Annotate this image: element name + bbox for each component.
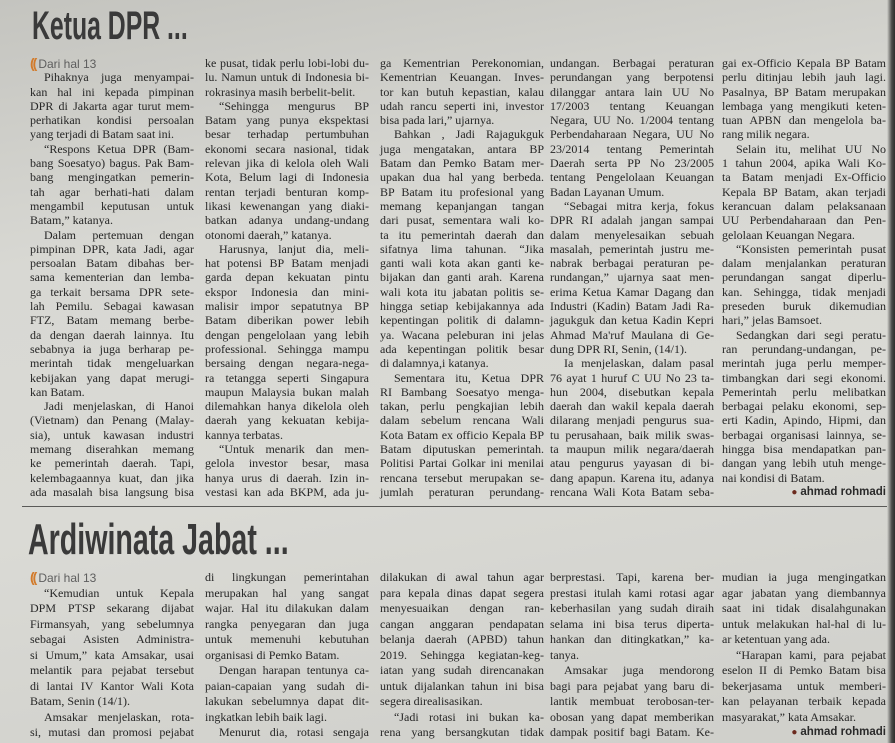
text-line: ta itu pemerintah daerah dan <box>380 227 544 242</box>
text-line: dalam menyelesaikan sebuah <box>550 227 714 242</box>
paragraph <box>550 56 714 199</box>
text-line: ekonomi secara nasional, tidak <box>205 141 369 156</box>
text-line: UU Perbendaharaan dan Pen- <box>722 213 886 228</box>
text-line: 2019. Sehingga kegiatan-keg- <box>380 647 544 662</box>
text-line: 17/2003 tentang Keuangan <box>550 98 714 113</box>
column-3 <box>380 570 544 741</box>
text-line: dilarang menjadi pengurus sua- <box>550 413 714 428</box>
text-line: Perbendaharaan Negara, UU No <box>550 127 714 142</box>
headline: Ardiwinata Jabat ... <box>28 515 289 564</box>
text-line: rentan terjadi benturan komp- <box>205 184 369 199</box>
paragraph <box>30 586 194 710</box>
paragraph <box>205 99 369 242</box>
text-line: udah rancu seperti ini, investor <box>380 98 544 113</box>
text-line: batkan adanya undang-undang <box>205 213 369 228</box>
text-line: likasi kewenangan yang diaki- <box>205 198 369 213</box>
text-line: kepentingan politik di dalamn- <box>380 313 544 328</box>
column-5 <box>722 570 886 741</box>
text-line: Politisi Partai Golkar ini menilai <box>380 456 544 471</box>
column-4 <box>550 570 714 741</box>
continued-from-kicker <box>30 570 194 586</box>
text-line: para kepala dinas dapat segera <box>380 585 544 600</box>
text-line: selama ini bisa terus diperta- <box>550 616 714 631</box>
text-line: “Jadi rotasi ini bukan ka- <box>394 709 544 724</box>
text-line: Ahmad Ma'ruf Maulana di Ge- <box>550 327 714 342</box>
paragraph <box>722 142 886 242</box>
text-line: eselon II di Pemko Batam bisa <box>722 663 886 677</box>
text-line: lantik membuat terobosan-ter- <box>550 694 714 708</box>
text-line: yang terjadi di Batam saat ini. <box>30 127 174 142</box>
text-line: Kota Batam ex officio Kepala BP <box>380 427 544 442</box>
text-line: persoalan Batam dibahas ber- <box>30 256 194 271</box>
text-line: melantik para pejabat tersebut <box>30 663 194 677</box>
kicker-mark: (( <box>30 55 36 71</box>
text-line: hingga setiap kebijakannya ada <box>380 299 544 314</box>
text-line: gelola investor besar, masa <box>205 456 369 471</box>
text-line: Harusnya, lanjut dia, meli- <box>219 241 369 256</box>
text-line: untuk memenuhi kebutuhan <box>205 632 369 646</box>
text-line: dilanggar antara lain UU No <box>550 84 714 99</box>
text-line: kan. Sehingga, tidak menjadi <box>722 284 886 299</box>
text-line: Kepala BP Batam, akan terjadi <box>722 184 886 199</box>
text-line: 23/2014 tentang Pemerintah <box>550 141 714 156</box>
bullet-icon: ● <box>791 727 798 738</box>
text-line: kan hal ini kepada pimpinan <box>30 84 194 99</box>
paragraph <box>722 648 886 726</box>
text-line: dilemahkan hanya dikelola oleh <box>205 399 369 414</box>
paragraph <box>205 570 369 663</box>
text-line: di lingkungan pemerintahan <box>205 570 369 584</box>
text-line: ada kepentingan politik besar <box>380 341 544 356</box>
paragraph <box>205 442 369 499</box>
text-line: perhatikan kondisi persoalan <box>30 113 194 128</box>
text-line: si Umum,” kata Amsakar, usai <box>30 647 194 662</box>
continued-from-kicker <box>30 56 194 70</box>
text-line: di dalamnya,i katanya. <box>380 356 489 371</box>
text-line: RI Bambang Soesatyo menga- <box>380 384 544 399</box>
text-line: Batam yang punya ekspektasi <box>205 113 369 128</box>
text-line: Kota, Belum lagi di Indonesia <box>205 170 369 185</box>
text-line: Pihaknya juga menyampai- <box>44 70 194 85</box>
text-line: dung DPR RI, Senin, (14/1). <box>550 341 688 356</box>
text-line: hun 2004, disebutkan kepala <box>550 384 714 399</box>
text-line: Sementara itu, Ketua DPR <box>394 370 544 385</box>
paragraph <box>550 663 714 741</box>
text-line: perlu ditinjau lebih jauh lagi. <box>722 70 886 85</box>
text-line: tor kan butuh kepastian, kalau <box>380 84 544 99</box>
text-line: gai ex-Officio Kepala BP Batam <box>722 56 886 70</box>
text-line: perundangan yang berpotensi <box>550 70 714 85</box>
text-line: ya. Wacana peleburan ini jelas <box>380 327 544 342</box>
text-line: tanya. <box>550 647 579 662</box>
text-line: ke pemerintah daerah. Tapi, <box>30 456 194 471</box>
text-line: dampak positif bagi Batam. Ke- <box>550 725 714 739</box>
text-line: Selain itu, melihat UU No <box>736 141 886 156</box>
text-line: 76 ayat 1 huruf C UU No 23 ta- <box>550 370 714 385</box>
page-edge-shadow <box>887 0 895 743</box>
text-line: (Vietnam) dan Penang (Malay- <box>30 413 194 428</box>
text-line: atau pengurus yayasan di bi- <box>550 456 714 471</box>
text-line: masyarakat,” kata Amsakar. <box>722 709 856 724</box>
text-line: saat ini tidak disalahgunakan <box>722 601 886 615</box>
text-line: rokrasinya masih berbelit-belit. <box>205 84 356 99</box>
byline-author: ahmad rohmadi <box>800 726 886 738</box>
text-line: ganti wali kota akan ganti ke- <box>380 256 544 271</box>
text-line: cangan anggaran pendapatan <box>380 616 544 631</box>
text-line: gelolaan Keuangan Negara. <box>722 227 855 242</box>
text-line: vestasi kan ada BKPM, ada ju- <box>205 484 369 499</box>
text-line: ga Kementrian Perekonomian, <box>380 56 544 70</box>
text-line: iatan yang sudah direncanakan <box>380 663 544 677</box>
text-line: “Sehingga mengurus BP <box>219 98 369 113</box>
text-line: kebijakan yang dapat merugi- <box>30 370 194 385</box>
column-1 <box>30 570 194 741</box>
text-line: DPM PTSP sekarang dijabat <box>30 601 194 615</box>
text-line: “Konsisten pemerintah pusat <box>736 241 886 256</box>
text-line: mengambil keputusan untuk <box>30 198 194 213</box>
text-line: ke pusat, tidak perlu lobi-lobi du- <box>205 56 369 70</box>
text-line: otonomi daerah,” katanya. <box>205 227 332 242</box>
paragraph <box>380 371 544 500</box>
text-line: timbangkan dari segi ekonomi. <box>722 370 886 385</box>
text-line: Amsakar menjelaskan, rota- <box>44 709 194 724</box>
text-line: da dengan daerah lainnya. Itu <box>30 327 194 342</box>
text-line: Batam,” katanya. <box>30 213 113 228</box>
text-line: Sedangkan dari segi peratu- <box>736 327 886 342</box>
text-line: bersaing dengan negara-nega- <box>205 356 369 371</box>
text-line: juga mengatakan, antara BP <box>380 141 544 156</box>
text-line: relevan jika di kelola oleh Wali <box>205 156 369 171</box>
text-line: merintah tidak mengeluarkan <box>30 356 194 371</box>
text-line: tu perusahaan, baik milik swas- <box>550 427 714 442</box>
text-line: rencana Wali Kota Batam seba- <box>550 484 714 499</box>
text-line: erti Kadin, Apindo, Hipmi, dan <box>722 413 886 428</box>
paragraph <box>550 356 714 499</box>
text-line: lu. Namun untuk di Indonesia bi- <box>205 70 369 85</box>
text-line: undangan. Berbagai peraturan <box>550 56 714 70</box>
kicker-mark: (( <box>30 569 36 585</box>
text-line: bang Soesatyo) bagus. Pak Bam- <box>30 156 194 171</box>
text-line: kannya terbatas. <box>205 427 283 442</box>
text-line: Kementrian Keuangan. Inves- <box>380 70 544 85</box>
text-line: hanya urus di daerah. Izin in- <box>205 470 369 485</box>
text-line: tah agar berhati-hati dalam <box>30 184 194 199</box>
text-line: dalam menjalankan peraturan <box>722 256 886 271</box>
text-line: ga terkait bersama DPR sete- <box>30 284 194 299</box>
text-line: Pasalnya, BP Batam merupakan <box>722 84 886 99</box>
text-line: Amsakar juga mendorong <box>564 663 714 677</box>
text-line: “Sebagai mitra kerja, fokus <box>564 198 714 213</box>
text-line: hingga bisa mendapatkan pan- <box>722 442 886 457</box>
text-line: mudian ia juga mengingatkan <box>722 570 886 584</box>
text-line: “Harapan kami, para pejabat <box>736 647 886 662</box>
text-line: “Respons Ketua DPR (Bam- <box>44 141 194 156</box>
column-4 <box>550 56 714 499</box>
paragraph <box>380 710 544 741</box>
text-line: Dengan harapan tentunya ca- <box>219 663 369 677</box>
text-line: Industri (Kadin) Batam Jadi Ra- <box>550 299 714 314</box>
paragraph <box>205 725 369 741</box>
text-line: si, mutasi dan promosi pejabat <box>30 725 194 739</box>
text-line: prestasi itulah kami rotasi agar <box>550 585 714 600</box>
text-line: garda depan kekuatan pintu <box>205 270 369 285</box>
text-line: Dalam pertemuan dengan <box>44 227 194 242</box>
text-line: professional. Sehingga mampu <box>205 341 369 356</box>
headline: Ketua DPR ... <box>32 4 188 48</box>
bullet-icon: ● <box>791 486 798 498</box>
text-line: memang kepanjangan tangan <box>380 198 544 213</box>
text-line: Batam diberikan power lebih <box>205 313 369 328</box>
text-line: kelembagaannya kuat, dan jika <box>30 470 194 485</box>
paragraph <box>722 56 886 142</box>
byline <box>722 725 886 741</box>
text-line: jagukguk dan ketua Kadin Kepri <box>550 313 714 328</box>
paragraph <box>205 663 369 725</box>
text-line: bekerjasama untuk memberi- <box>722 678 886 693</box>
paragraph <box>205 242 369 442</box>
text-line: kerancuan dalam pelaksanaan <box>722 198 886 213</box>
text-line: dangan yang lebih utuh menge- <box>722 456 886 471</box>
column-1 <box>30 56 194 499</box>
text-line: keberhasilan yang sudah diraih <box>550 601 714 615</box>
text-line: wali kota itu jabatan politis se- <box>380 284 544 299</box>
text-line: ra tetangga seperti Singapura <box>205 370 369 385</box>
text-line: ingkatkan lebih baik lagi. <box>205 709 327 724</box>
text-line: ta Batam menjadi Ex-Officio <box>722 170 886 185</box>
text-line: daerah yang kekuatan kebija- <box>205 413 369 428</box>
paragraph <box>30 399 194 499</box>
text-line: Daerah serta PP No 23/2005 <box>550 156 714 171</box>
text-line: BP Batam itu profesional yang <box>380 184 544 199</box>
text-line: tuan APBN dan mengelola ba- <box>722 113 886 128</box>
text-line: sebabnya ia juga berharap pe- <box>30 341 194 356</box>
text-line: “Untuk menarik dan men- <box>219 442 369 457</box>
text-line: ran perundang-undangan, pe- <box>722 341 886 356</box>
column-2 <box>205 570 369 741</box>
text-line: organisasi di Pemko Batam. <box>205 647 340 662</box>
text-line: obosan yang dapat memberikan <box>550 709 714 724</box>
article-ardiwinata-jabat <box>0 508 895 743</box>
paragraph <box>380 56 544 127</box>
byline <box>722 485 886 499</box>
text-line: untuk melakukan hal-hal di lu- <box>722 616 886 631</box>
text-line: menyesuaikan dengan ran- <box>380 601 544 615</box>
text-line: Bahkan , Jadi Rajagukguk <box>394 127 544 142</box>
text-line: memang diserahkan memang <box>30 442 194 457</box>
text-line: Menurut dia, rotasi sengaja <box>219 725 369 739</box>
paragraph <box>722 328 886 485</box>
text-line: pimpinan DPR, kata Jadi, agar <box>30 241 194 256</box>
text-line: ar ketentuan yang ada. <box>722 632 830 646</box>
text-line: sama kementerian dan lemba- <box>30 270 194 285</box>
text-line: lah Pemilu. Sebagai kawasan <box>30 299 194 314</box>
text-line: berbagai organisasi lainnya, se- <box>722 427 886 442</box>
text-line: rang milik negara. <box>722 127 810 142</box>
column-5 <box>722 56 886 499</box>
text-line: upakan dua hal yang berbeda. <box>380 170 544 185</box>
text-line: dalam sebelum rencana Wali <box>380 413 544 428</box>
paragraph <box>722 242 886 328</box>
text-line: DPR RI adalah jangan sampai <box>550 213 714 228</box>
text-line: ekspor Indonesia dan mini- <box>205 284 369 299</box>
text-line: berprestasi. Tapi, karena ber- <box>550 570 714 584</box>
text-line: nabrak berbagai peraturan pe- <box>550 256 714 271</box>
article-divider <box>22 506 887 507</box>
text-line: perundangan sangat diperlu- <box>722 270 886 285</box>
text-line: rundangan,” ujarnya saat men- <box>550 270 714 285</box>
paragraph <box>30 70 194 141</box>
text-line: segera direalisasikan. <box>380 694 483 708</box>
text-line: Batam diputuskan pemerintah. <box>380 442 544 457</box>
text-line: erima Ketua Kamar Dagang dan <box>550 284 714 299</box>
text-line: daerah dan wakil kepala daerah <box>550 399 714 414</box>
text-line: dilakukan di awal tahun agar <box>380 570 544 584</box>
paragraph <box>550 570 714 663</box>
text-line: FTZ, Batam memang berbe- <box>30 313 194 328</box>
text-line: lakukan sebelumnya dapat dit- <box>205 694 369 708</box>
text-line: ada masalah bisa langsung bisa <box>30 484 194 499</box>
paragraph <box>205 56 369 99</box>
paragraph <box>30 710 194 741</box>
text-line: merintah juga perlu memper- <box>722 356 886 371</box>
text-line: sebagai Asisten Administra- <box>30 632 194 646</box>
text-line: dengan pengelolaan yang lebih <box>205 327 369 342</box>
text-line: masalah, pemerintah justru me- <box>550 241 714 256</box>
text-line: Batam dan Pemko Batam mer- <box>380 156 544 171</box>
text-line: bagi para pejabat yang baru di- <box>550 678 714 693</box>
kicker-text: Dari hal 13 <box>38 571 97 585</box>
text-line: Pemerintah perlu melibatkan <box>722 384 886 399</box>
text-line: di lantai IV Kantor Wali Kota <box>30 678 194 693</box>
text-line: Batam, Senin (14/1). <box>30 694 130 708</box>
text-line: hankan dan ditingkatkan,” ka- <box>550 632 714 646</box>
text-line: untuk dijalankan tahun ini bisa <box>380 678 544 693</box>
kicker-text: Dari hal 13 <box>38 57 97 71</box>
text-line: Jadi menjelaskan, di Hanoi <box>44 399 194 414</box>
text-line: sifatnya lima tahunan. “Jika <box>380 241 544 256</box>
text-line: malisir impor sepatutnya BP <box>205 299 369 314</box>
text-line: takan, perlu pengkajian lebih <box>380 399 544 414</box>
text-line: kan Batam. <box>30 384 85 399</box>
text-line: berbagai pelaku ekonomi, sep- <box>722 399 886 414</box>
text-line: belanja daerah (APBD) tahun <box>380 632 544 646</box>
text-line: maupun Malaysia bukan malah <box>205 384 369 399</box>
text-line: paian-capaian yang sudah di- <box>205 678 369 693</box>
text-line: jumlah peraturan perundang- <box>380 484 544 499</box>
byline-author: ahmad rohmadi <box>800 485 886 498</box>
text-line: rangka penyegaran dan juga <box>205 616 369 631</box>
text-line: sia), untuk kawasan industri <box>30 427 194 442</box>
text-line: DPR di Jakarta agar turut mem- <box>30 98 194 113</box>
text-line: dari pusat, sementara wali ko- <box>380 213 544 228</box>
text-line: Badan Layanan Umum. <box>550 184 665 199</box>
text-line: Ia menjelaskan, dalam pasal <box>564 356 714 371</box>
text-line: preseden buruk dikemudian <box>722 299 886 314</box>
text-line: hari,” jelas Bamsoet. <box>722 313 822 328</box>
text-line: ta maupun milik negara/daerah <box>550 442 714 457</box>
text-line: lembaga yang mengikuti keten- <box>722 98 886 113</box>
text-line: rena yang bersangkutan tidak <box>380 725 544 739</box>
text-line: kan pelayanan terbaik kepada <box>722 694 886 708</box>
text-line: hat potensi BP Batam menjadi <box>205 256 369 271</box>
paragraph <box>380 127 544 370</box>
text-line: bijakan dan ganti arah. Karena <box>380 270 544 285</box>
text-line: “Kemudian untuk Kepala <box>44 585 194 600</box>
text-line: nai kondisi di Batam. <box>722 470 825 485</box>
text-line: rencana tersebut merupakan se- <box>380 470 544 485</box>
text-line: besar terhadap pertumbuhan <box>205 127 369 142</box>
text-line: bisa pada lari,” ujarnya. <box>380 113 495 128</box>
paragraph <box>550 199 714 356</box>
text-line: agar jabatan yang diembannya <box>722 585 886 600</box>
text-line: Negara, UU No. 1/2004 tentang <box>550 113 714 128</box>
text-line: dang apapun. Karena itu, adanya <box>550 470 714 485</box>
paragraph <box>380 570 544 710</box>
text-line: Firmansyah, yang sebelumnya <box>30 616 194 631</box>
text-line: 1 tahun 2004, apika Wali Ko- <box>722 156 886 171</box>
paragraph <box>30 142 194 228</box>
text-line: tentang Pengelolaan Keuangan <box>550 170 714 185</box>
text-line: merupakan hal yang sangat <box>205 585 369 600</box>
paragraph <box>722 570 886 648</box>
paragraph <box>30 228 194 400</box>
text-line: bang mengingatkan pemerin- <box>30 170 194 185</box>
column-2 <box>205 56 369 499</box>
text-line: wajar. Hal itu dilakukan dalam <box>205 601 369 615</box>
column-3 <box>380 56 544 499</box>
